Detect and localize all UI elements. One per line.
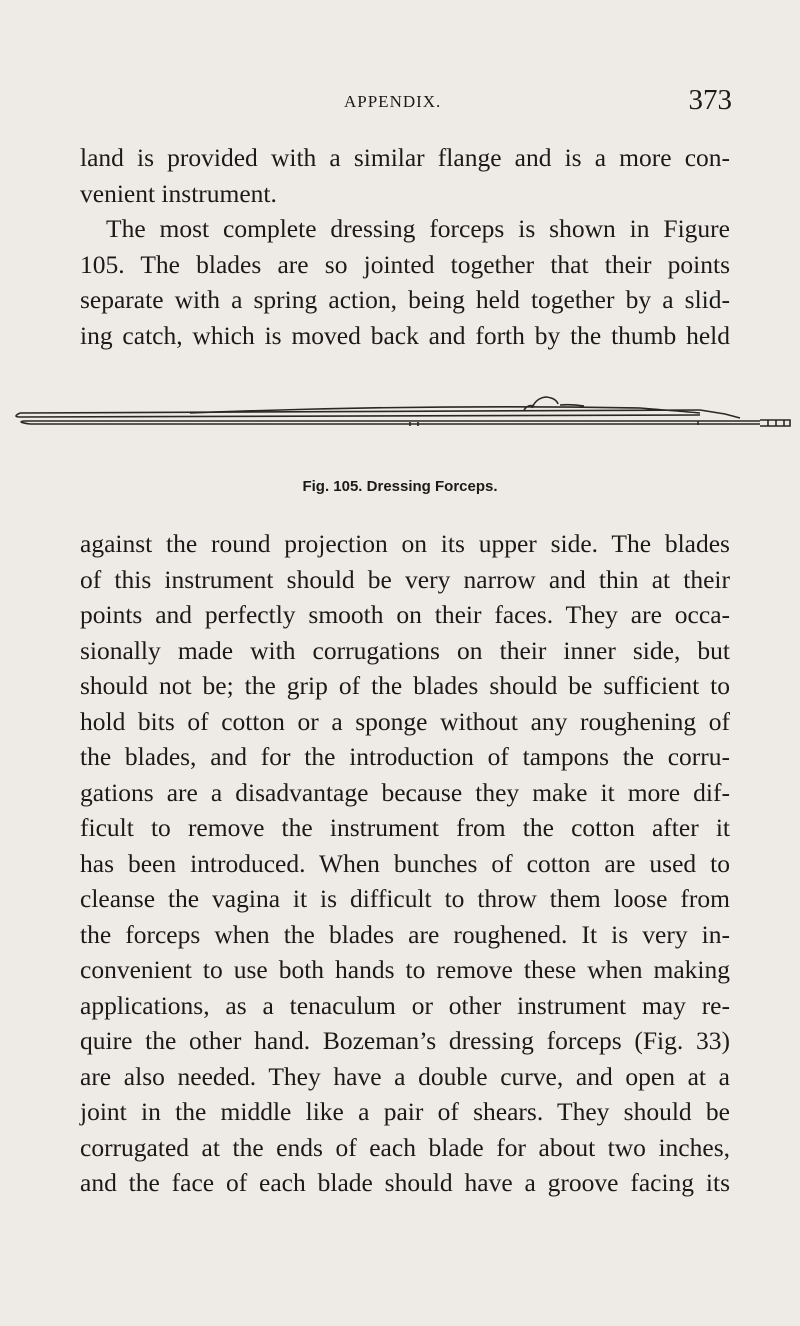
text-line: quire the other hand. Bozeman’s dressing forceps (Fig. 33) (80, 1026, 730, 1055)
text-line: of this instrument should be very narrow and thin at their (80, 564, 730, 594)
page-header (0, 84, 800, 128)
text-line: points and perfectly smooth on their faces. They are occa- (80, 600, 730, 629)
paragraph-3 (80, 526, 730, 1201)
text-line: ing catch, which is moved back and forth by the thumb held (80, 320, 730, 350)
figure-caption: Fig. 105. Dressing Forceps. (302, 478, 498, 495)
text-line: The most complete dressing forceps is shown in Figure (106, 214, 730, 243)
text-line: convenient to use both hands to remove these when making (80, 955, 730, 984)
text-line: separate with a spring action, being held together by a slid- (80, 285, 730, 314)
text-line: land is provided with a similar flange and is a more con- (80, 143, 730, 172)
text-line: against the round projection on its upper side. The blades (80, 529, 730, 558)
text-line: and the face of each blade should have a groove facing its (80, 1168, 730, 1197)
text-line: are also needed. They have a double curve, and open at a (80, 1061, 730, 1091)
text-line: gations are a disadvantage because they make it more dif- (80, 777, 730, 807)
text-line: joint in the middle like a pair of shears. They should be (80, 1097, 730, 1126)
running-head: APPENDIX. (344, 92, 442, 111)
text-line: the blades, and for the introduction of tampons the corru- (80, 742, 730, 771)
paragraph-2 (80, 211, 730, 353)
text-line: corrugated at the ends of each blade for about two inches, (80, 1132, 730, 1162)
text-line: hold bits of cotton or a sponge without any roughening of (80, 706, 730, 736)
page-number: 373 (688, 84, 732, 116)
text-line: ficult to remove the instrument from the cotton after it (80, 813, 730, 842)
text-line: cleanse the vagina it is difficult to throw them loose from (80, 884, 730, 913)
text-line: should not be; the grip of the blades should be sufficient to (80, 671, 730, 700)
dressing-forceps-icon (0, 360, 800, 470)
text-line: has been introduced. When bunches of cotton are used to (80, 848, 730, 878)
text-line: 105. The blades are so jointed together that their points (80, 249, 730, 279)
text-line: sionally made with corrugations on their inner side, but (80, 635, 730, 665)
text-line: the forceps when the blades are roughened. It is very in- (80, 919, 730, 949)
text-line: applications, as a tenaculum or other instrument may re- (80, 990, 730, 1020)
text-line: venient instrument. (80, 178, 277, 208)
paragraph-1 (80, 140, 730, 211)
figure-105 (0, 360, 800, 495)
